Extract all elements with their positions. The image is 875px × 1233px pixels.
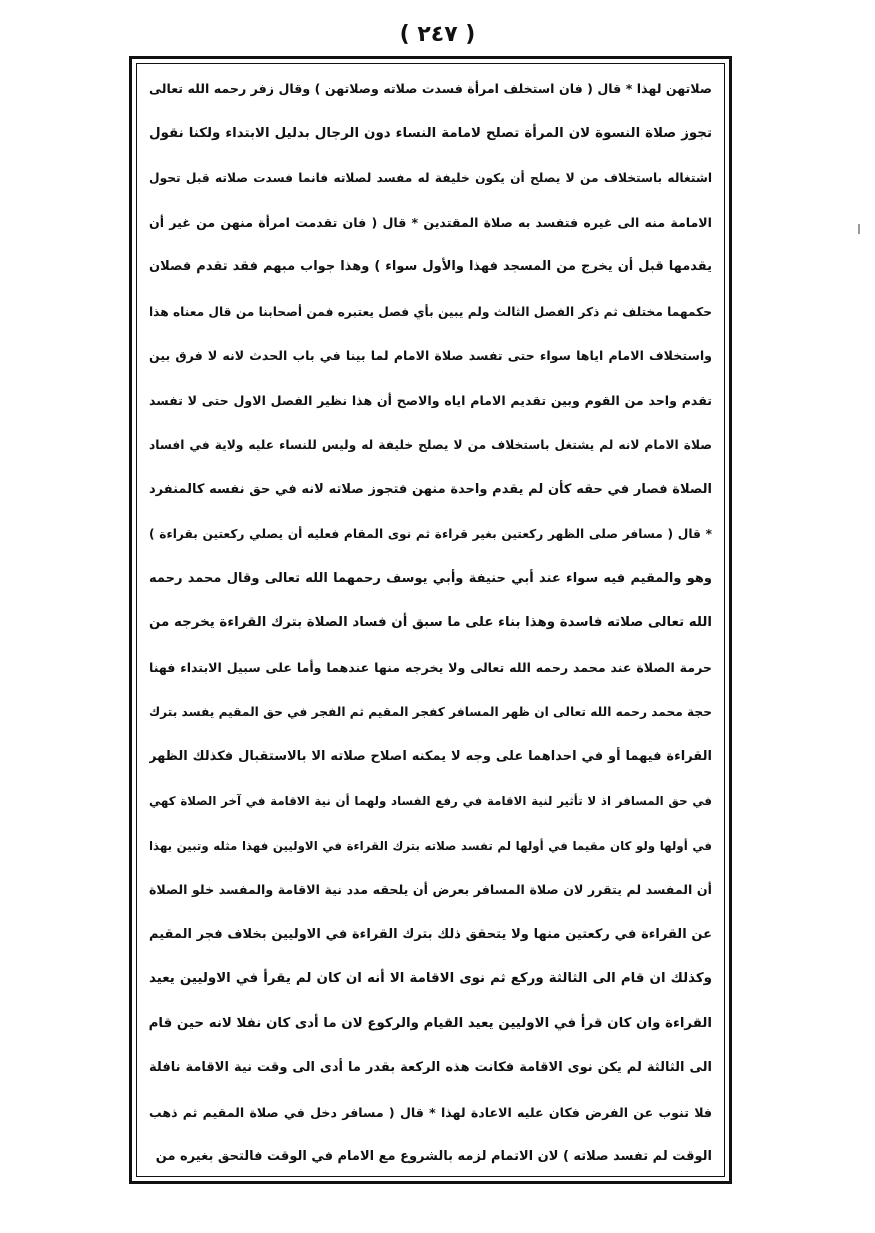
text-line: اشتغاله باستخلاف من لا يصلح أن يكون خليفة له مفسد لصلاته فانما فسدت صلاته قبل تحول — [149, 171, 712, 185]
text-line: فلا تنوب عن الفرض فكان عليه الاعادة لهذا * قال ( مسافر دخل في صلاة المقيم ثم ذهب — [149, 1104, 712, 1120]
text-line: وهو والمقيم فيه سواء عند أبي حنيفة وأبي يوسف رحمهما الله تعالى وقال محمد رحمه — [149, 570, 712, 586]
text-line: في أولها ولو كان مقيما في أولها لم تفسد صلاته بترك القراءة في الاوليين فهذا مثله وتبين بهذا — [149, 838, 712, 853]
text-line: صلاة الامام لانه لم يشتغل باستخلاف من لا يصلح خليفة له وليس للنساء عليه ولاية في افساد — [149, 438, 712, 452]
text-line: الصلاة فصار في حقه كأن لم يقدم واحدة منهن فتجوز صلاته لانه في حق نفسه كالمنفرد — [149, 481, 712, 497]
text-line: القراءة وان كان قرأ في الاوليين يعيد القيام والركوع لان ما أدى كان نفلا لانه حين قام — [149, 1015, 712, 1031]
text-line: الى الثالثة لم يكن نوى الاقامة فكانت هذه الركعة بقدر ما أدى الى وقت نية الاقامة نافلة — [149, 1060, 712, 1075]
text-line: وكذلك ان قام الى الثالثة وركع ثم نوى الاقامة الا أنه ان كان لم يقرأ في الاوليين يعيد — [149, 971, 712, 986]
text-line: حجة محمد رحمه الله تعالى ان ظهر المسافر كفجر المقيم ثم الفجر في حق المقيم يفسد بترك — [149, 705, 712, 719]
page-frame-inner — [136, 63, 725, 1177]
text-line: يقدمها قبل أن يخرج من المسجد فهذا والأول سواء ) وهذا جواب مبهم فقد تقدم فصلان — [149, 259, 712, 274]
text-line: الله تعالى صلاته فاسدة وهذا بناء على ما سبق أن فساد الصلاة بترك القراءة يخرجه من — [149, 615, 712, 630]
text-body — [149, 78, 712, 1168]
text-line: صلاتهن لهذا * قال ( فان استخلف امرأة فسدت صلاته وصلاتهن ) وقال زفر رحمه الله تعالى — [149, 81, 712, 96]
page-frame — [129, 56, 732, 1184]
text-line: تقدم واحد من القوم وبين تقديم الامام اياه والاصح أن هذا نظير الفصل الاول حتى لا تفسد — [149, 392, 712, 408]
text-line: * قال ( مسافر صلى الظهر ركعتين بغير قراءة ثم نوى المقام فعليه أن يصلي ركعتين بقراءة ) — [149, 527, 712, 541]
margin-mark — [858, 224, 860, 234]
text-line: عن القراءة في ركعتين منها ولا يتحقق ذلك بترك القراءة في الاوليين بخلاف فجر المقيم — [149, 926, 712, 942]
text-line: في حق المسافر اذ لا تأثير لنية الاقامة في رفع الفساد ولهما أن نية الاقامة في آخر الصلاة كهي — [149, 794, 712, 808]
text-line: تجوز صلاة النسوة لان المرأة تصلح لامامة النساء دون الرجال بدليل الابتداء ولكنا نقول — [149, 125, 712, 141]
text-line: القراءة فيهما أو في احداهما على وجه لا يمكنه اصلاح صلاته الا بالاستقبال فكذلك الظهر — [149, 748, 712, 764]
page-number: ( ٢٤٧ ) — [399, 22, 476, 47]
text-line: أن المفسد لم يتقرر لان صلاة المسافر بعرض أن يلحقه مدد نية الاقامة والمفسد خلو الصلاة — [149, 882, 712, 897]
text-line: حكمهما مختلف ثم ذكر الفصل الثالث ولم يبين بأي فصل يعتبره فمن أصحابنا من قال معناه هذا — [149, 304, 712, 319]
text-line: الوقت لم تفسد صلاته ) لان الاتمام لزمه بالشروع مع الامام في الوقت فالتحق بغيره من — [155, 1149, 712, 1164]
text-line: واستخلاف الامام اياها سواء حتى تفسد صلاة الامام لما بينا في باب الحدث لانه لا فرق بين — [149, 348, 712, 363]
text-line: الامامة منه الى غيره فتفسد به صلاة المقتدين * قال ( فان تقدمت امرأة منهن من غير أن — [149, 214, 712, 230]
text-line: حرمة الصلاة عند محمد رحمه الله تعالى ولا يخرجه منها عندهما وأما على سبيل الابتداء فهنا — [149, 659, 712, 675]
